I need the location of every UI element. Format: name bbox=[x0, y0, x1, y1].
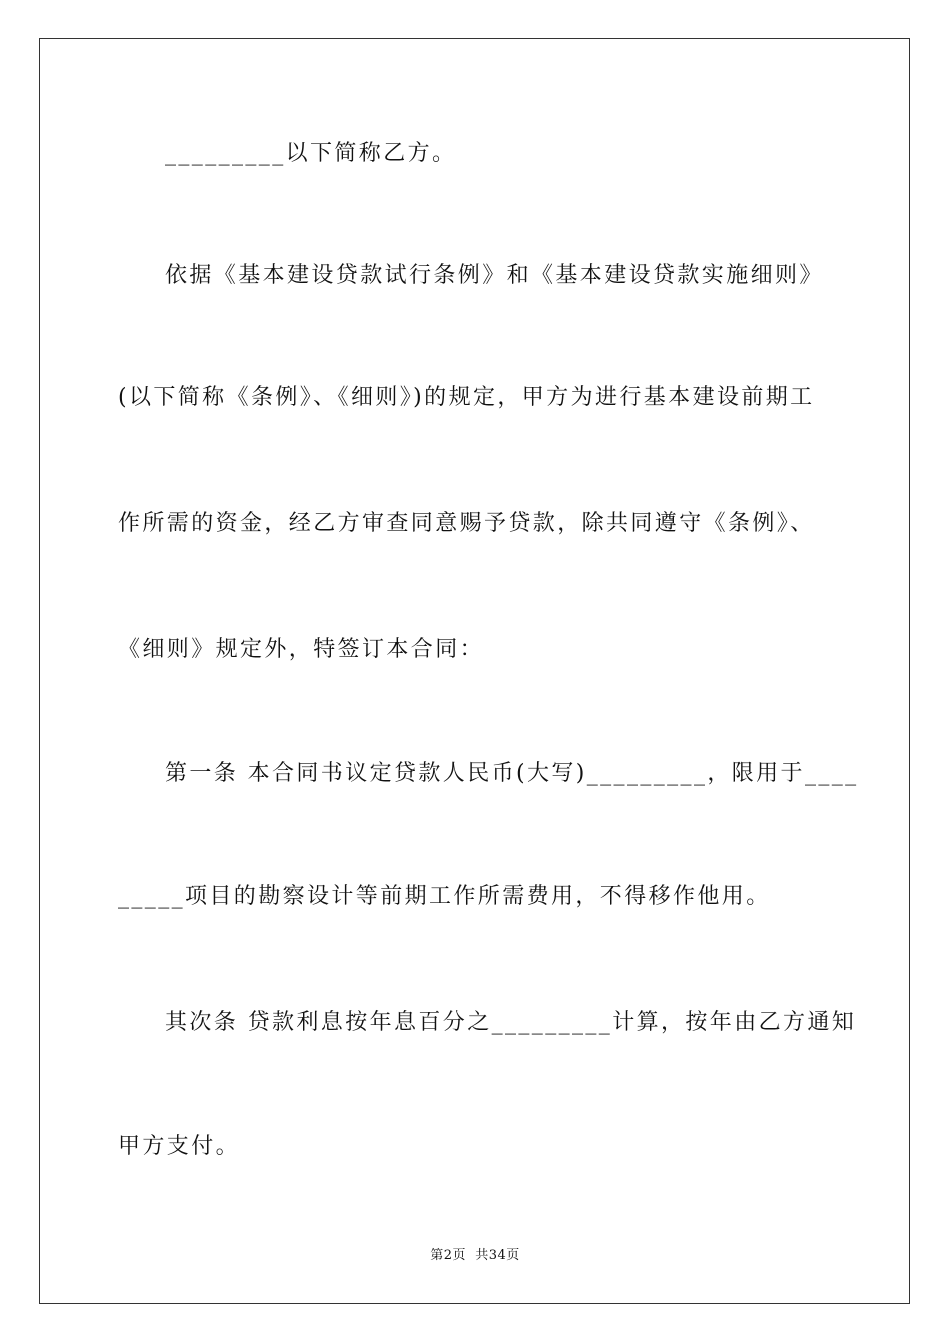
paragraph-line-regulations: (以下简称《条例》、《细则》)的规定，甲方为进行基本建设前期工 bbox=[118, 385, 815, 410]
article-1-line-1: 第一条 本合同书议定贷款人民币(大写)_________，限用于____ bbox=[165, 761, 859, 786]
article-1-line-2: _____项目的勘察设计等前期工作所需费用，不得移作他用。 bbox=[118, 884, 771, 909]
page-border bbox=[39, 38, 910, 1304]
article-2-line-2: 甲方支付。 bbox=[118, 1134, 241, 1159]
page-number-footer: 第2页 共34页 bbox=[430, 1248, 520, 1263]
paragraph-line-basis: 依据《基本建设贷款试行条例》和《基本建设贷款实施细则》 bbox=[165, 263, 824, 288]
article-2-line-1: 其次条 贷款利息按年息百分之_________计算，按年由乙方通知 bbox=[165, 1010, 857, 1035]
paragraph-line-party-b: _________以下简称乙方。 bbox=[165, 141, 457, 166]
paragraph-line-signing: 《细则》规定外，特签订本合同： bbox=[118, 637, 485, 662]
paragraph-line-funding: 作所需的资金，经乙方审查同意赐予贷款，除共同遵守《条例》、 bbox=[118, 511, 815, 536]
